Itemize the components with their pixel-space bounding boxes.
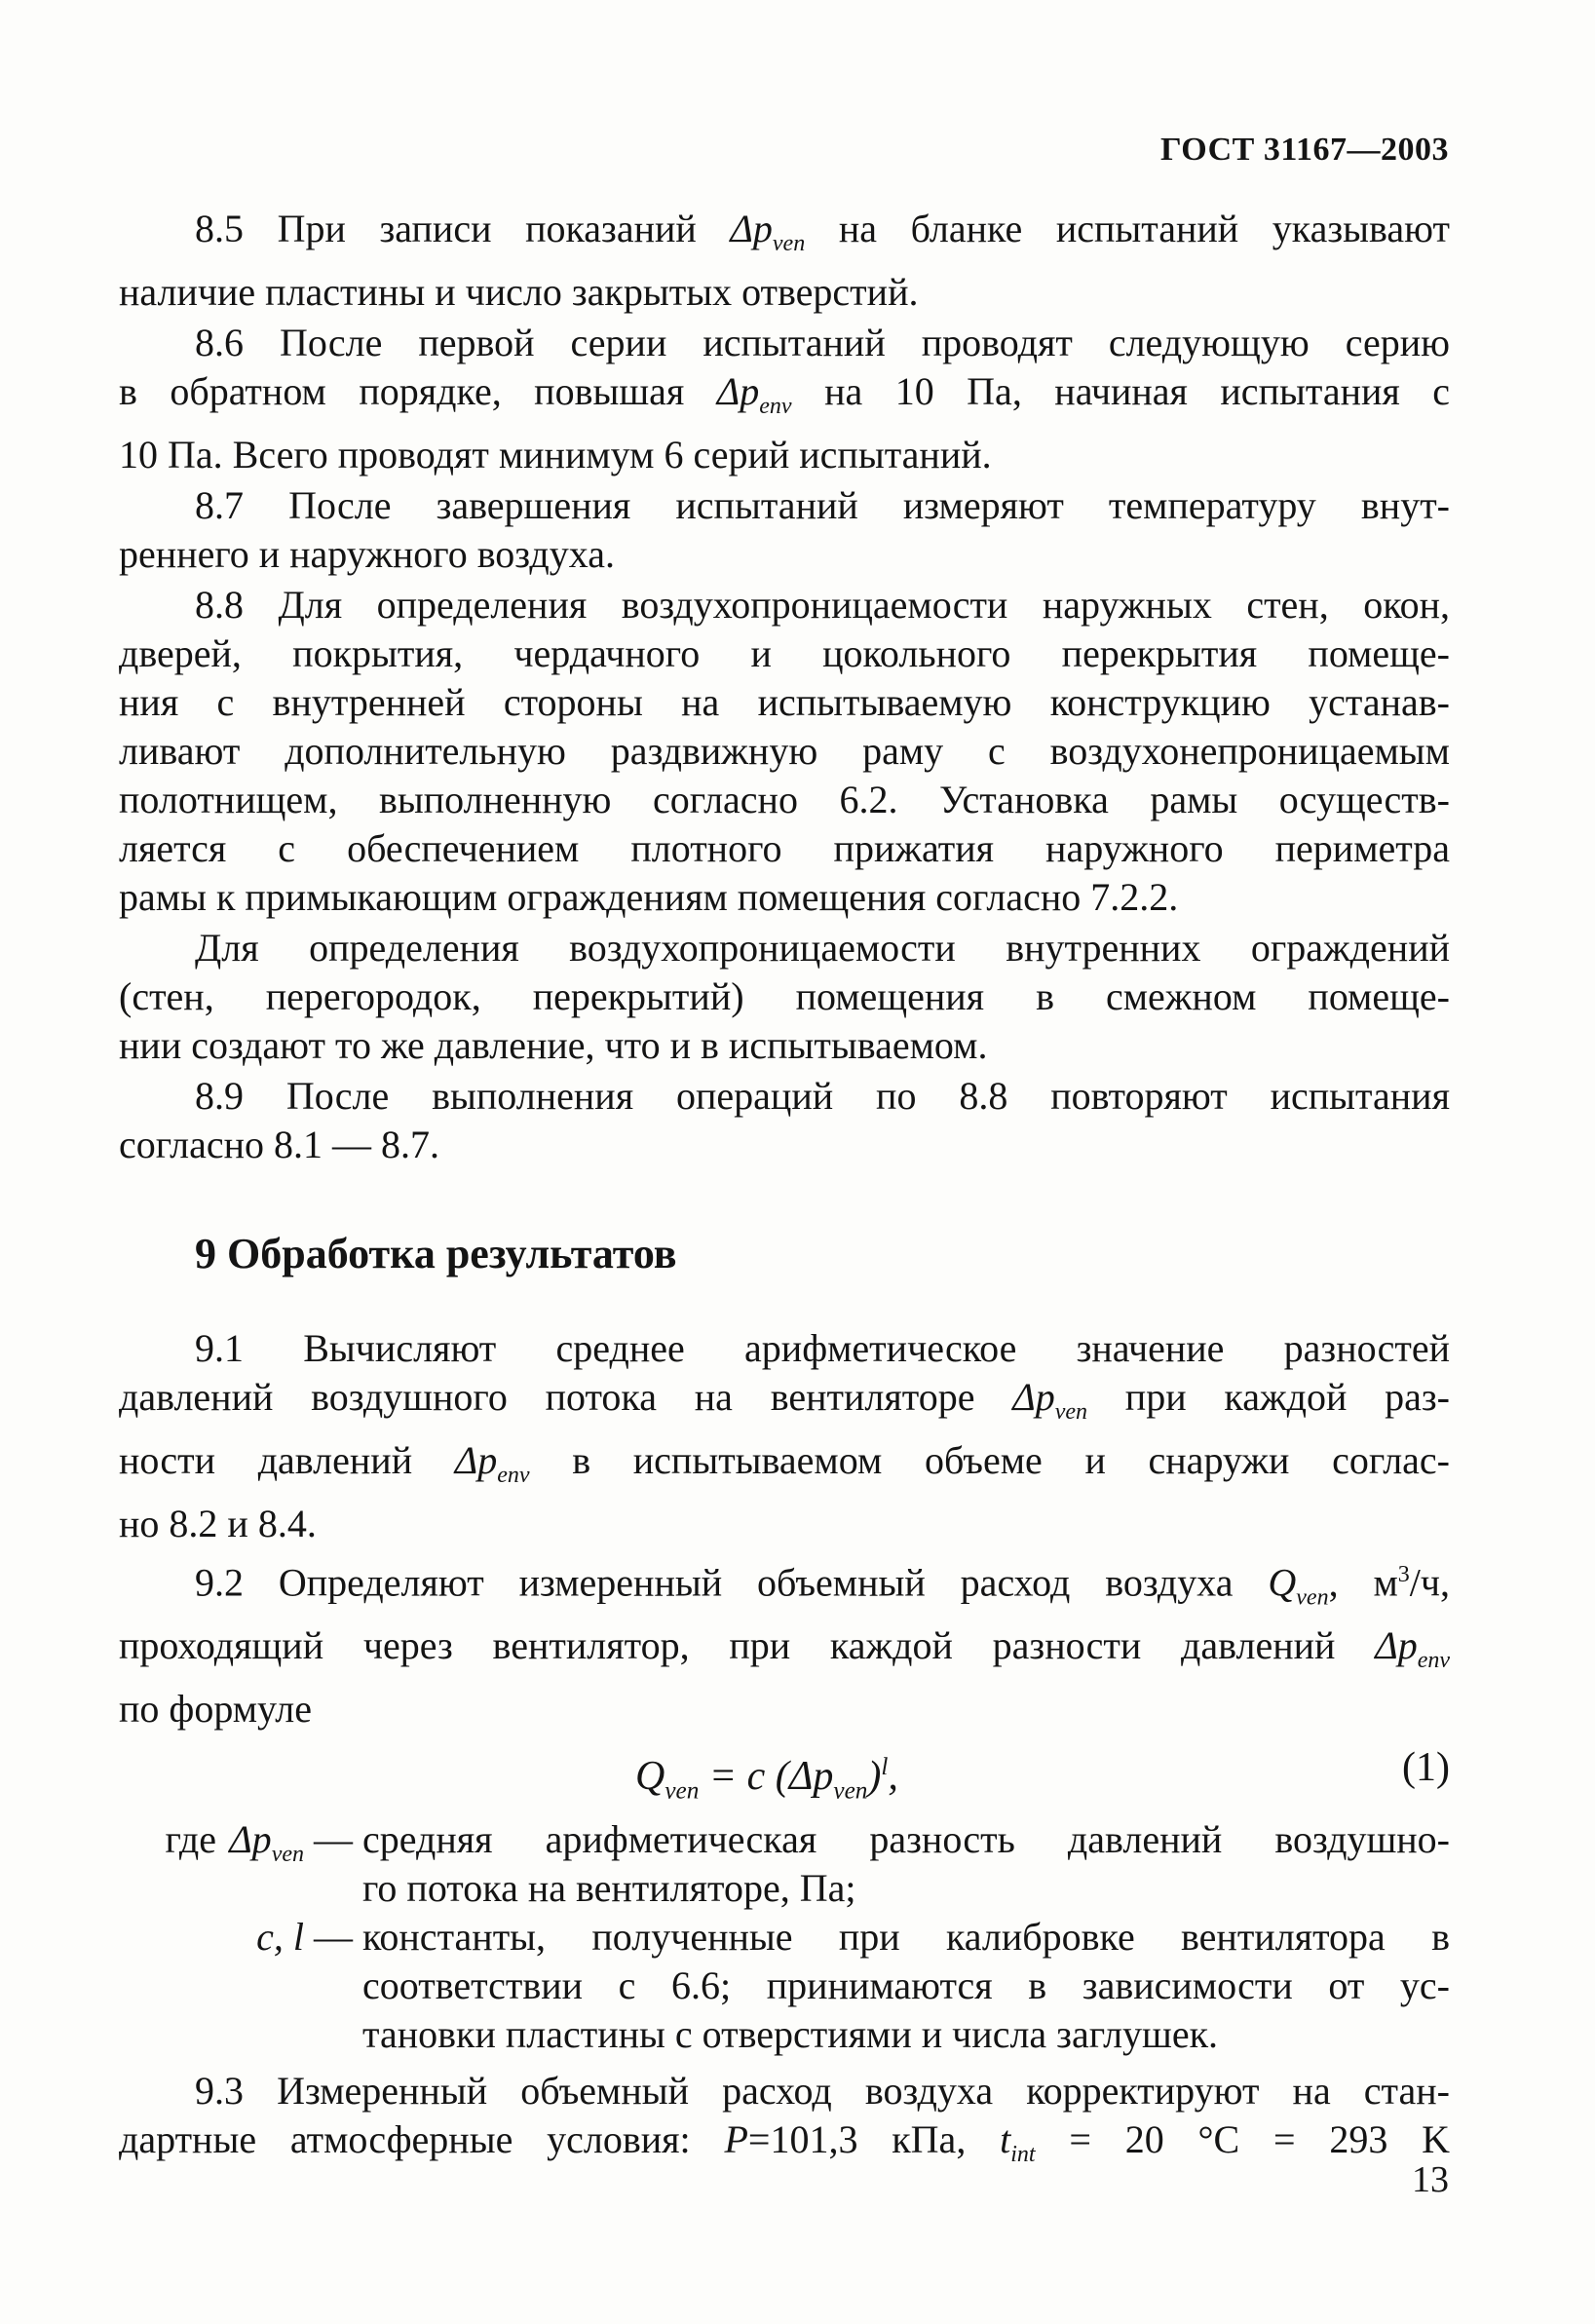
formula-1 (119, 1733, 1450, 1805)
page-content (119, 205, 1450, 2179)
formula-expression: $Q_{ven} = c$ $(\Delta p_{ven})^l$, (635, 1754, 898, 1805)
formula-number: (1) (1402, 1745, 1450, 1791)
definition-prefix: где (165, 1817, 216, 1862)
paragraph-8-9: 8.9 После выполнения операций по 8.8 повторяют испытания согласно 8.1 — 8.7. (119, 1074, 1450, 1166)
paragraph-8-8-continued: Для определения воздухопроницаемости внутренних ограждений (стен, перегородок, перекрытий) помещения в смежном помеще- нии создают то же давление, что и в испытываемом. (119, 926, 1450, 1067)
definitions-list (119, 1815, 1450, 2059)
definition-text: средняя арифметическая разность давлений воздушно- го потока на вентиляторе, Па; (362, 1817, 1450, 1911)
paragraph-8-7: 8.7 После завершения испытаний измеряют температуру внут- реннего и наружного воздуха. (119, 483, 1450, 576)
paragraph-8-6: 8.6 После первой серии испытаний проводят следующую серию в обратном порядке, повышая $\Delta p_{env}$ на 10 Па, начиная испытания с 10 Па. Всего проводят минимум 6 серий испытаний. (119, 321, 1451, 476)
paragraph-8-5: 8.5 При записи показаний $\Delta p_{ven}$ на бланке испытаний указывают наличие пластины и число закрытых отверстий. (119, 207, 1450, 314)
definition-prefix (119, 1913, 226, 2059)
paragraph-9-2: 9.2 Определяют измеренный объемный расход воздуха $Q_{ven}$, $м^3/ч$, проходящий через вентилятор, при каждой разности давлений $\Delta p_{env}$ по формуле (119, 1560, 1451, 1732)
definition-text: константы, полученные при калибровке вентилятора в соответствии с 6.6; принимаются в зависимости от ус- тановки пластины с отверстиями и числа заглушек. (362, 1915, 1450, 2057)
section-9-title: 9 Обработка результатов (195, 1230, 677, 1277)
paragraph-8-8: 8.8 Для определения воздухопроницаемости наружных стен, окон, дверей, покрытия, чердачного и цокольного перекрытия помеще- ния с внутренней стороны на испытываемую конструкцию устанав- ливают дополнительную раздвижную раму с воздухонепроницаемым полотнищем, выполненную согласно 6.2. Установка рамы осуществ- ляется с обеспечением плотного прижатия наружного периметра рамы к примыкающим ограждениям помещения согласно 7.2.2. (119, 583, 1450, 919)
paragraph-9-3: 9.3 Измеренный объемный расход воздуха корректируют на стан- дартные атмосферные условия: P=101,3 кПа, $t_{int} = 20$ °C = 293 K (119, 2069, 1451, 2168)
definition-symbol: c, l — (256, 1915, 353, 1960)
document-code: ГОСТ 31167—2003 (1159, 132, 1449, 168)
page-number: 13 (1412, 2159, 1449, 2200)
paragraph-9-1: 9.1 Вычисляют среднее арифметическое значение разностей давлений воздушного потока на вентиляторе $\Delta p_{ven}$ при каждой раз- ности давлений $\Delta p_{env}$ в испытываемом объеме и снаружи соглас- но 8.2 и 8.4. (119, 1326, 1450, 1545)
definition-symbol: $\Delta p_{ven}$ — (229, 1817, 353, 1868)
